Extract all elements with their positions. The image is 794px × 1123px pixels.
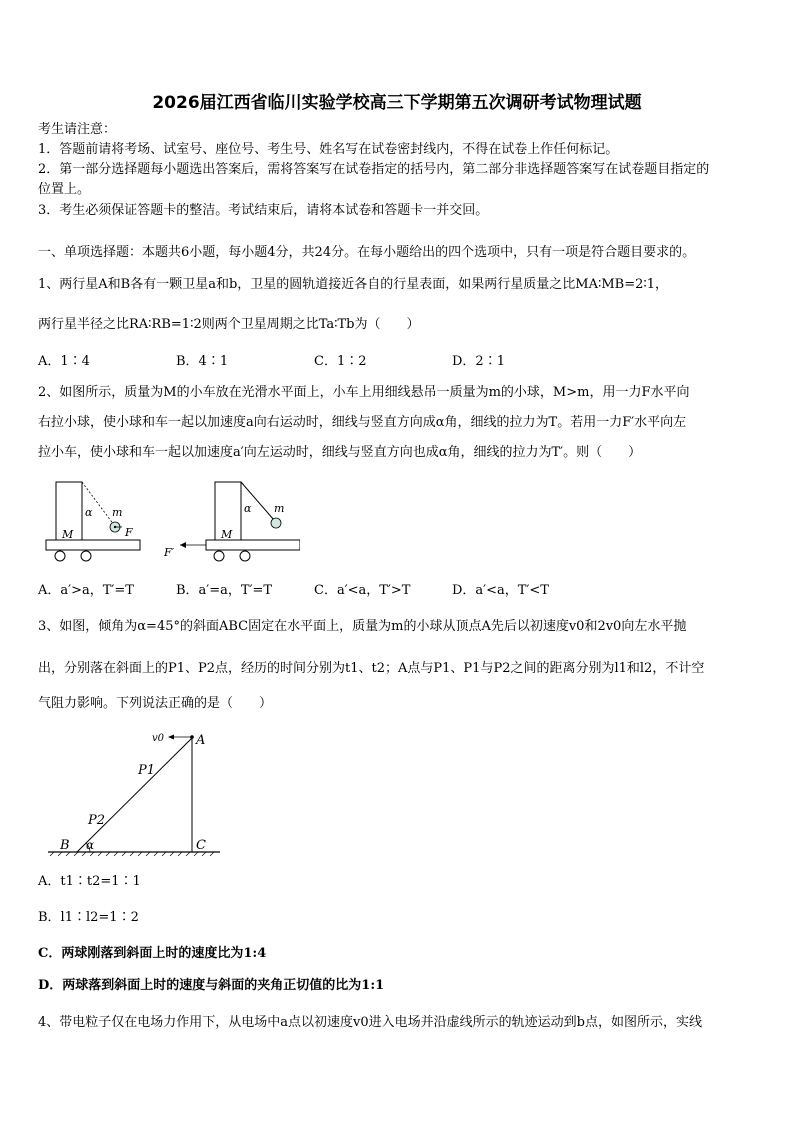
notice-item-1: 1．答题前请将考场、试室号、座位号、考生号、姓名写在试卷密封线内，不得在试卷上作任何标记。 [38, 142, 619, 157]
q3-P1-label: P1 [138, 763, 156, 778]
q3-P2-label: P2 [88, 813, 106, 828]
q3-A-label: A [196, 733, 206, 748]
q3-C-label: C [196, 838, 206, 853]
page-title: 2026届江西省临川实验学校高三下学期第五次调研考试物理试题 [152, 93, 642, 113]
q2-stem-line3: 拉小车，使小球和车一起以加速度a′向左运动时，细线与竖直方向也成α角，细线的拉力为T′。则（ ） [38, 445, 642, 460]
notice-item-2-cont: 位置上。 [38, 182, 91, 197]
q3-option-c: C．两球刚落到斜面上时的速度比为1:4 [38, 946, 267, 961]
q3-stem-line2: 出，分别落在斜面上的P1、P2点，经历的时间分别为t1、t2；A点与P1、P1与P2之间的距离分别为l1和l2，不计空 [38, 661, 705, 676]
q3-option-a: A．t1∶t2=1∶1 [38, 874, 141, 889]
notice-item-2: 2．第一部分选择题每小题选出答案后，需将答案写在试卷指定的括号内，第二部分非选择题答案写在试卷题目指定的 [38, 162, 710, 177]
q2-stem-line2: 右拉小球，使小球和车一起以加速度a向右运动时，细线与竖直方向成α角，细线的拉力为T。若用一力F′水平向左 [38, 415, 687, 430]
q2-M-label-1: M [62, 528, 74, 541]
q2-stem-line1: 2、如图所示，质量为M的小车放在光滑水平面上，小车上用细线悬吊一质量为m的小球，M>m，用一力F水平向 [38, 385, 690, 400]
q1-stem-line2: 两行星半径之比RA∶RB=1∶2则两个卫星周期之比Ta∶Tb为（ ） [38, 317, 420, 332]
q2-option-d: D．a′<a，T′<T [452, 583, 549, 598]
q2-m-label-1: m [112, 506, 123, 519]
q1-stem-line1: 1、两行星A和B各有一颗卫星a和b，卫星的圆轨道接近各自的行星表面，如果两行星质量之比MA∶MB=2∶1， [38, 277, 669, 292]
q4-stem-line1: 4、带电粒子仅在电场力作用下，从电场中a点以初速度v0进入电场并沿虚线所示的轨迹运动到b点，如图所示，实线 [38, 1015, 702, 1030]
q2-option-a: A．a′>a，T′=T [38, 583, 134, 598]
q2-figure-left-pull [163, 482, 300, 561]
q2-alpha-label-1: α [85, 506, 93, 519]
q3-stem-line3: 气阻力影响。下列说法正确的是（ ） [38, 696, 273, 711]
q3-B-label: B [60, 838, 70, 853]
q3-incline-figure [44, 726, 224, 862]
q3-option-b: B．l1∶l2=1∶2 [38, 910, 139, 925]
q3-option-d: D．两球落到斜面上时的速度与斜面的夹角正切值的比为1:1 [38, 978, 385, 993]
q2-F-label: F [125, 526, 133, 539]
q3-v0-label: v0 [152, 733, 165, 744]
q2-m-label-2: m [274, 502, 285, 515]
q2-option-c: C．a′<a，T′>T [314, 583, 411, 598]
section-heading: 一、单项选择题：本题共6小题，每小题4分，共24分。在每小题给出的四个选项中，只有一项是符合题目要求的。 [38, 245, 696, 260]
notice-heading: 考生请注意： [38, 122, 117, 137]
q2-M-label-2: M [221, 528, 233, 541]
q1-option-d: D．2∶1 [452, 354, 505, 369]
notice-item-3: 3．考生必须保证答题卡的整洁。考试结束后，请将本试卷和答题卡一并交回。 [38, 203, 489, 218]
q1-option-a: A．1∶4 [38, 354, 90, 369]
q3-alpha-label: α [86, 838, 95, 852]
q3-stem-line1: 3、如图，倾角为α=45°的斜面ABC固定在水平面上，质量为m的小球从顶点A先后以初速度v0和2v0向左水平抛 [38, 619, 687, 634]
q2-figure-right-pull [46, 482, 140, 561]
q2-Fprime-label: F′ [164, 546, 175, 559]
q2-alpha-label-2: α [244, 502, 252, 515]
q2-option-b: B．a′=a，T′=T [176, 583, 273, 598]
q1-option-c: C．1∶2 [314, 354, 367, 369]
q2-cart-figures [40, 476, 300, 566]
q1-option-b: B．4∶1 [176, 354, 229, 369]
